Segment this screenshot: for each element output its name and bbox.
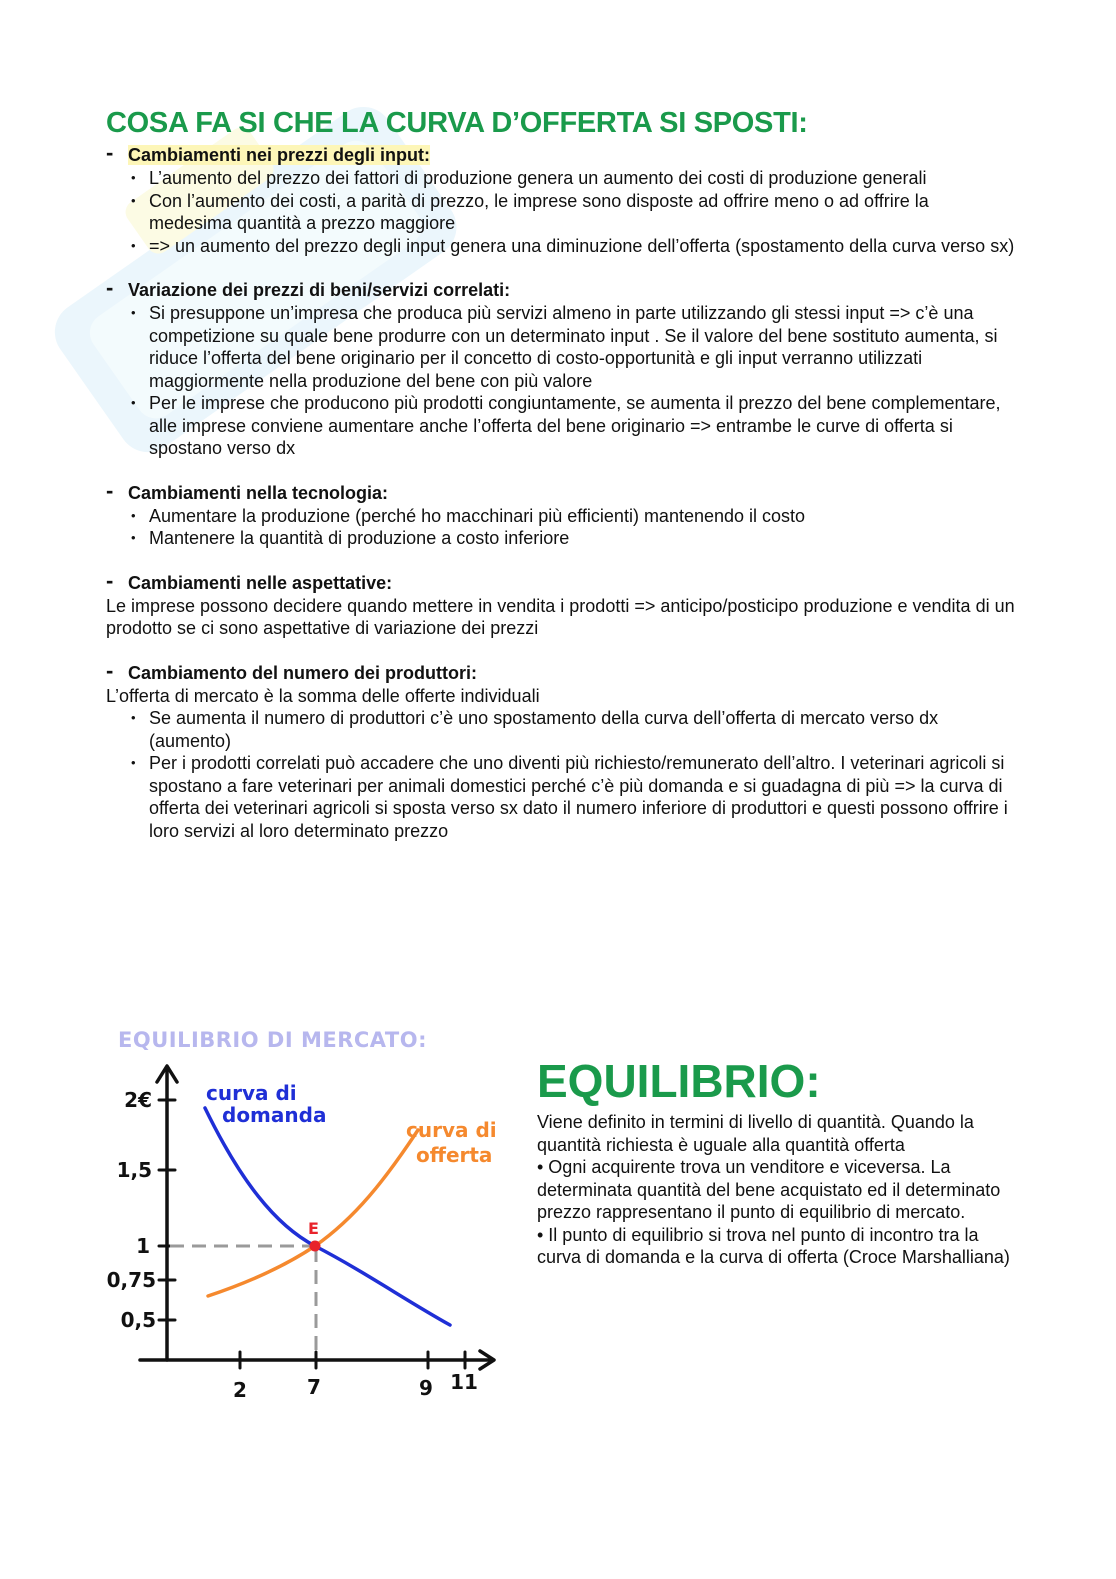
x-tick-label: 11 — [450, 1370, 478, 1394]
section-heading: - Cambiamenti nella tecnologia: — [106, 477, 389, 503]
equilibrium-label: E — [308, 1219, 319, 1238]
equilibrium-graph — [100, 1020, 520, 1420]
equilibrium-title: EQUILIBRIO: — [537, 1055, 821, 1107]
list-item: • Mantenere la quantità di produzione a costo inferiore — [128, 527, 1016, 550]
bullet-list — [106, 167, 1016, 257]
list-item: • => un aumento del prezzo degli input genera una diminuzione dell’offerta (spostamento della curva verso sx) — [128, 235, 1016, 258]
bullet-list — [106, 302, 1016, 460]
section-input-prices — [106, 140, 1016, 257]
section-producers — [106, 657, 1016, 843]
y-tick-label: 1,5 — [116, 1158, 152, 1182]
graph-title: EQUILIBRIO DI MERCATO: — [118, 1028, 427, 1052]
y-tick-label: 2€ — [124, 1088, 152, 1112]
x-tick-label: 2 — [233, 1378, 247, 1402]
list-item: • Aumentare la produzione (perché ho macchinari più efficienti) mantenendo il costo — [128, 505, 1016, 528]
supply-label: offerta — [416, 1143, 493, 1167]
section-technology — [106, 477, 1016, 550]
page-title: COSA FA SI CHE LA CURVA D’OFFERTA SI SPOSTI: — [106, 107, 808, 139]
y-tick-label: 0,75 — [106, 1268, 156, 1292]
x-tick-label: 7 — [307, 1375, 321, 1399]
section-heading: - Cambiamenti nei prezzi degli input: — [106, 140, 431, 165]
y-tick-label: 1 — [136, 1234, 150, 1258]
paragraph: • Ogni acquirente trova un venditore e viceversa. La determinata quantità del bene acquistato ed il determinato prezzo rappresentano il punto di equilibrio di mercato. — [537, 1157, 1001, 1222]
section-heading: - Variazione dei prezzi di beni/servizi correlati: — [106, 275, 511, 300]
list-item: • Con l’aumento dei costi, a parità di prezzo, le imprese sono disposte ad offrire meno o ad offrire la medesima quantità a prezzo maggiore — [128, 190, 1016, 235]
x-tick-label: 9 — [419, 1376, 433, 1400]
section-related-goods — [106, 275, 1016, 460]
equilibrium-point — [310, 1241, 321, 1252]
bullet-list — [106, 505, 1016, 550]
supply-curve — [208, 1130, 418, 1296]
list-item: • Per le imprese che producono più prodotti congiuntamente, se aumenta il prezzo del bene complementare, alle imprese conviene aumentare anche l’offerta del bene originario => entrambe le curve di offerta si spostano verso dx — [128, 392, 1016, 460]
notes-content — [106, 106, 1016, 864]
equilibrium-text — [537, 1111, 1017, 1269]
paragraph: Viene definito in termini di livello di quantità. Quando la quantità richiesta è uguale alla quantità offerta — [537, 1112, 974, 1155]
list-item: • L’aumento del prezzo dei fattori di produzione genera un aumento dei costi di produzione generali — [128, 167, 1016, 190]
equilibrium-description — [537, 1055, 1017, 1269]
section-heading: - Cambiamenti nelle aspettative: — [106, 567, 393, 593]
list-item: • Si presuppone un’impresa che produca più servizi almeno in parte utilizzando gli stessi input => c’è una competizione su quale bene produrre con un determinato input . Se il valore del bene sostituto aumenta, si riduce l’offerta del bene originario per il concetto di costo-opportunità e gli input verranno utilizzati maggiormente nella produzione del bene con più valore — [128, 302, 1016, 392]
section-text: Le imprese possono decidere quando mettere in vendita i prodotti => anticipo/posticipo produzione e vendita di un prodotto se ci sono aspettative di variazione dei prezzi — [106, 595, 1015, 638]
demand-label: domanda — [222, 1103, 327, 1127]
list-item: • Se aumenta il numero di produttori c’è uno spostamento della curva dell’offerta di mercato verso dx (aumento) — [128, 707, 1016, 752]
section-text: L’offerta di mercato è la somma delle offerte individuali — [106, 685, 540, 706]
section-expectations — [106, 567, 1016, 640]
paragraph: • Il punto di equilibrio si trova nel punto di incontro tra la curva di domanda e la curva di offerta (Croce Marshalliana) — [537, 1224, 1010, 1267]
supply-label: curva di — [406, 1118, 497, 1142]
section-heading: - Cambiamento del numero dei produttori: — [106, 657, 478, 683]
demand-label: curva di — [206, 1081, 297, 1105]
list-item: • Per i prodotti correlati può accadere che uno diventi più richiesto/remunerato dell’altro. I veterinari agricoli si spostano a fare veterinari per animali domestici perché c’è più domanda e si guadagna di più => la curva di offerta dei veterinari agricoli si sposta verso sx dato il numero inferiore di produttori e questi possono offrire i loro servizi al loro determinato prezzo — [128, 752, 1016, 842]
y-tick-label: 0,5 — [120, 1308, 156, 1332]
bullet-list — [106, 707, 1016, 842]
